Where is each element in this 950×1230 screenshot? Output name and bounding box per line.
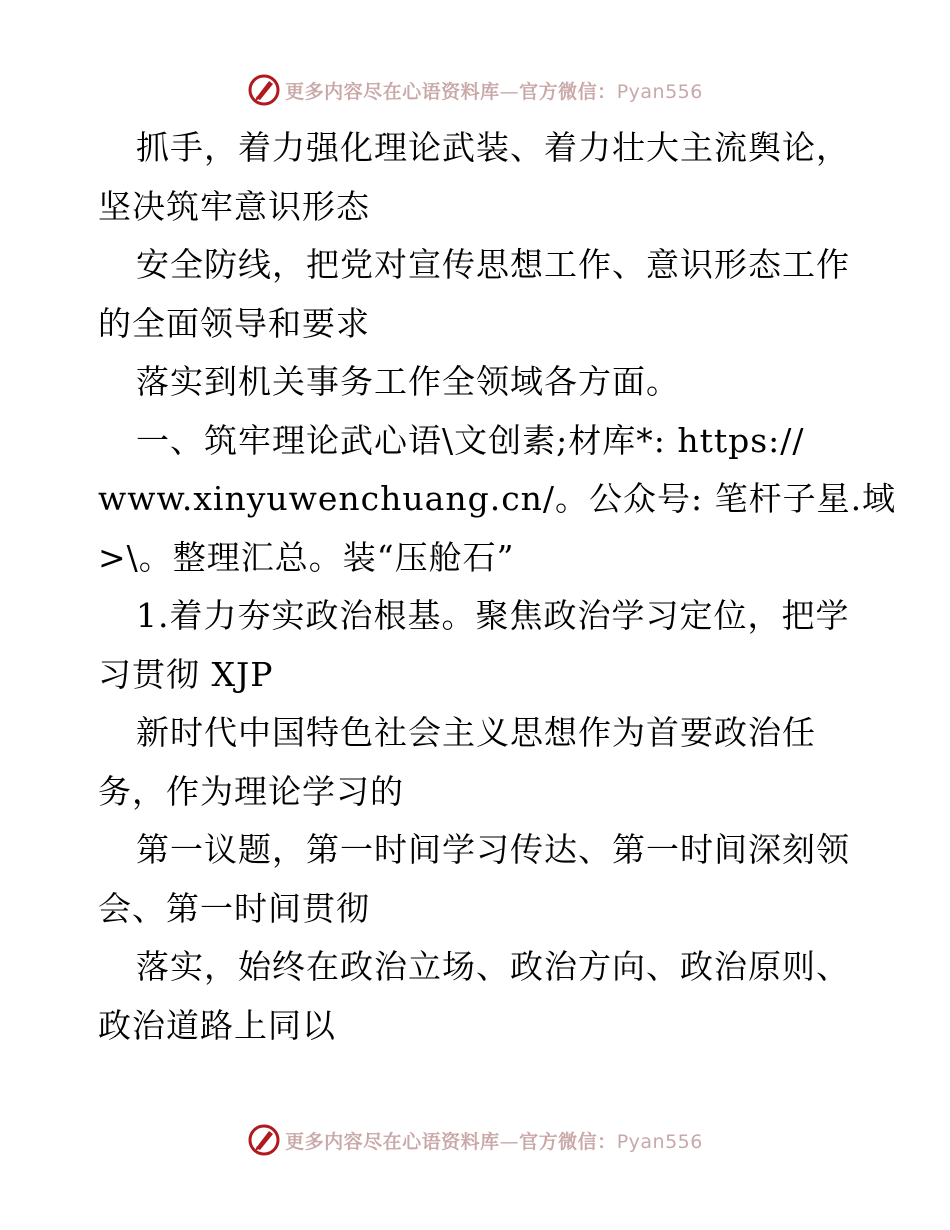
footer-banner bbox=[0, 1120, 950, 1160]
footer-brand-text bbox=[285, 1127, 703, 1154]
body-line: 坚决筑牢意识形态 bbox=[98, 186, 370, 226]
body-line: 的全面领导和要求 bbox=[98, 303, 370, 343]
body-line: 第一议题，第一时间学习传达、第一时间深刻领 bbox=[136, 830, 850, 869]
header-wechat-id: Pyan556 bbox=[616, 80, 703, 103]
body-line: 落实到机关事务工作全领域各方面。 bbox=[136, 362, 680, 401]
body-line: >\。整理汇总。装“压舱石” bbox=[98, 537, 515, 577]
footer-separator: — bbox=[499, 1130, 520, 1153]
document-body bbox=[98, 119, 897, 1055]
body-line: 新时代中国特色社会主义思想作为首要政治任 bbox=[136, 713, 816, 752]
body-line: www.xinyuwenchuang.cn/。公众号: 笔杆子星.域 bbox=[98, 479, 897, 518]
body-line: 习贯彻 XJP bbox=[98, 654, 274, 694]
body-line: 抓手，着力强化理论武装、着力壮大主流舆论， bbox=[136, 128, 850, 167]
footer-wechat-id: Pyan556 bbox=[616, 1130, 703, 1153]
header-brand-text bbox=[285, 77, 703, 104]
body-line: 务，作为理论学习的 bbox=[98, 771, 404, 811]
body-line: 落实，始终在政治立场、政治方向、政治原则、 bbox=[136, 947, 850, 986]
red-brush-logo-icon bbox=[247, 73, 281, 107]
red-brush-logo-icon bbox=[247, 1123, 281, 1157]
header-separator: — bbox=[499, 80, 520, 103]
footer-brand: 更多内容尽在心语资料库 bbox=[285, 1130, 500, 1153]
body-line: 1.着力夯实政治根基。聚焦政治学习定位，把学 bbox=[136, 596, 850, 635]
body-line: 政治道路上同以 bbox=[98, 1005, 336, 1045]
header-banner bbox=[0, 70, 950, 110]
footer-wechat-label: 官方微信： bbox=[519, 1130, 617, 1153]
header-brand: 更多内容尽在心语资料库 bbox=[285, 80, 500, 103]
body-line: 一、筑牢理论武心语\文创素;材库*: https:// bbox=[136, 420, 805, 460]
body-line: 安全防线，把党对宣传思想工作、意识形态工作 bbox=[136, 245, 850, 284]
body-line: 会、第一时间贯彻 bbox=[98, 888, 370, 928]
header-wechat-label: 官方微信： bbox=[519, 80, 617, 103]
